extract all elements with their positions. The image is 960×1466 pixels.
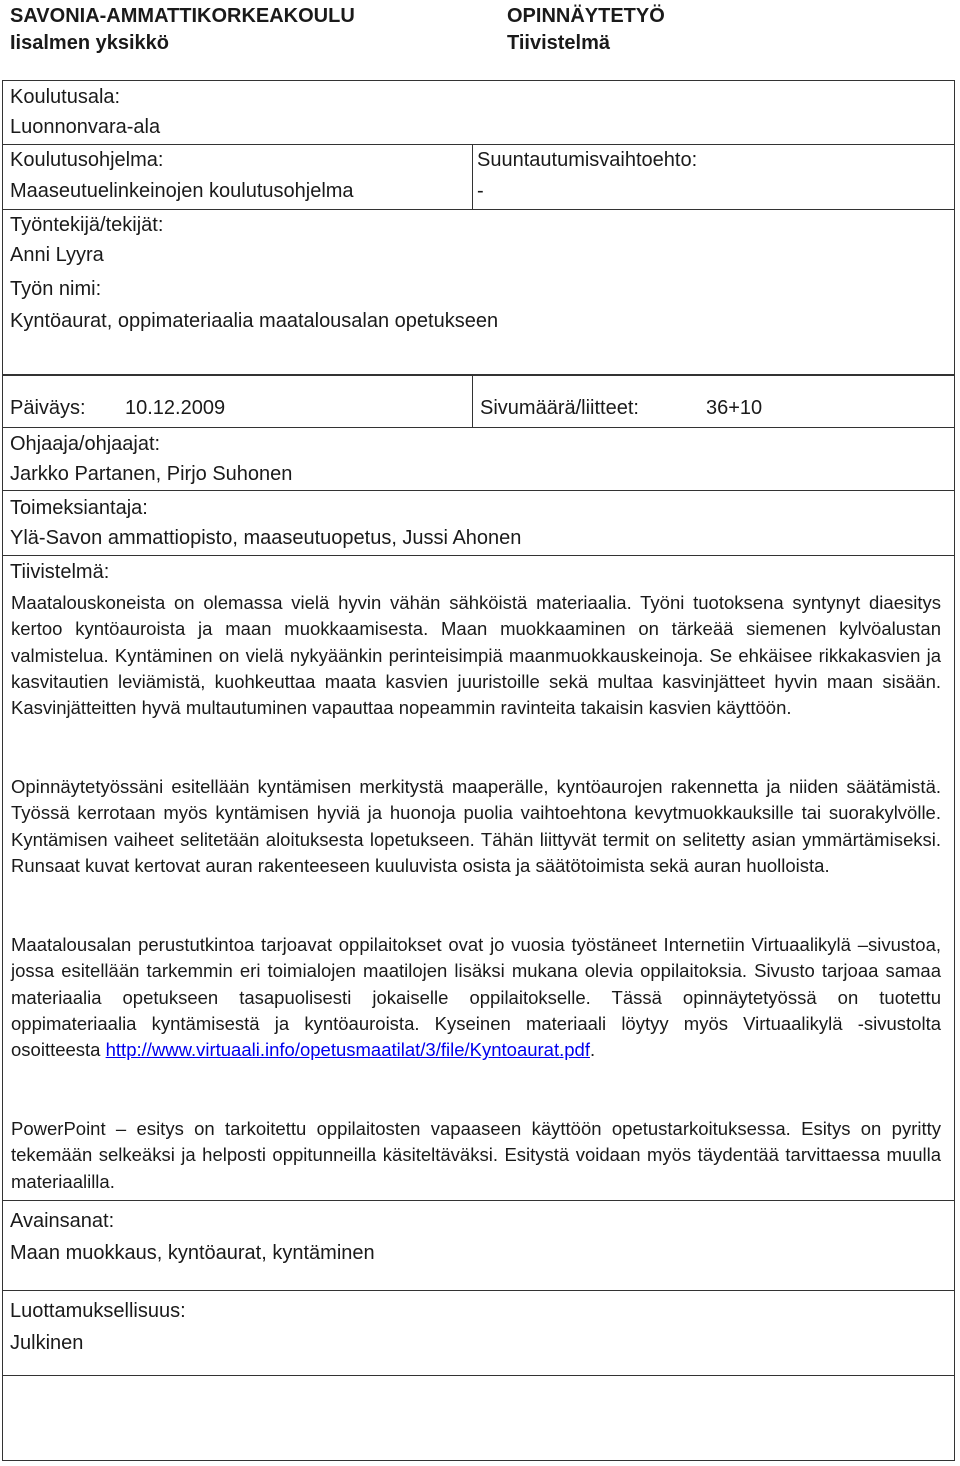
authors-label: Työntekijä/tekijät: — [10, 214, 164, 236]
school-name: SAVONIA-AMMATTIKORKEAKOULU — [10, 5, 355, 27]
abstract-paragraph-3-text: Maatalousalan perustutkintoa tarjoavat oppilaitokset ovat jo vuosia työstäneet Internetiin Virtuaalikylä –sivustoa, jossa esitellään tarkemmin eri toimialojen maatilojen lisäksi mukana olevia oppilaitoksia. Sivusto tarjoaa samaa materiaalia opetukseen tasapuolisesti jokaiselle oppilaitokselle. Tässä opinnäytetyössä on tuotettu oppimateriaalia kyntämisestä ja kyntöauroista. Kyseinen materiaali löytyy myös Virtuaalikylä -sivustolta osoitteesta — [11, 934, 941, 1061]
divider — [3, 490, 954, 491]
client-label: Toimeksiantaja: — [10, 497, 148, 519]
title-label: Työn nimi: — [10, 278, 102, 300]
confidentiality-label: Luottamuksellisuus: — [10, 1300, 186, 1322]
field-value: Luonnonvara-ala — [10, 116, 161, 138]
date-value: 10.12.2009 — [125, 397, 226, 419]
document-subtype: Tiivistelmä — [507, 32, 611, 54]
pages-value: 36+10 — [706, 397, 763, 419]
abstract-paragraph-1: Maatalouskoneista on olemassa vielä hyvin vähän sähköistä materiaalia. Työni tuotoksena syntynyt diaesitys kertoo kyntöauroista ja maan muokkaamisesta. Maan muokkaaminen on tärkeää siemenen kylvöalustan valmistelua. Kyntäminen on vielä nykyäänkin perinteisimpiä maanmuokkauskeinoja. Se ehkäisee rikkakasvien ja kasvitautien leviämistä, kuohkeuttaa maata kasvien juuristoille sekä multaa kasvinjätteet hyvin maan sisään. Kasvinjätteitten hyvä multautuminen vapauttaa nopeammin ravinteita takaisin kasvien käyttöön. — [11, 592, 941, 719]
divider — [472, 375, 473, 427]
divider — [3, 555, 954, 556]
program-value: Maaseutuelinkeinojen koulutusohjelma — [10, 180, 354, 202]
abstract-label: Tiivistelmä: — [10, 561, 110, 583]
study-info-table — [2, 80, 955, 375]
abstract-table — [2, 375, 955, 1461]
abstract-paragraph-4: PowerPoint – esitys on tarkoitettu oppilaitosten vapaaseen käyttöön opetustarkoituksessa. Esitys on pyritty tekemään selkeäksi ja helposti oppitunneilla käsiteltäväksi. Esitystä voidaan myös täydentää tarvittaessa muulla materiaalilla. — [11, 1118, 941, 1192]
abstract-paragraph-3 — [11, 932, 941, 1063]
client-value: Ylä-Savon ammattiopisto, maaseutuopetus, Jussi Ahonen — [10, 527, 522, 549]
virtuaali-link[interactable]: http://www.virtuaali.info/opetusmaatilat/3/file/Kyntoaurat.pdf — [105, 1039, 590, 1061]
divider — [472, 144, 473, 209]
keywords-label: Avainsanat: — [10, 1210, 115, 1232]
header-left — [10, 3, 355, 57]
pages-label: Sivumäärä/liitteet: — [480, 397, 639, 419]
orientation-value: - — [477, 180, 484, 202]
field-label: Koulutusala: — [10, 86, 121, 108]
orientation-label: Suuntautumisvaihtoehto: — [477, 149, 698, 171]
supervisors-value: Jarkko Partanen, Pirjo Suhonen — [10, 463, 293, 485]
authors-value: Anni Lyyra — [10, 244, 104, 266]
supervisors-label: Ohjaaja/ohjaajat: — [10, 433, 161, 455]
divider — [3, 375, 954, 376]
abstract-paragraph-3-end: . — [589, 1039, 596, 1061]
abstract-paragraph-2: Opinnäytetyössäni esitellään kyntämisen merkitystä maaperälle, kyntöaurojen rakennetta ja niiden säätämistä. Työssä kerrotaan myös kyntämisen hyviä ja huonoja puolia vaihtoehtona kevytmuokkauksille tai suorakylvölle. Kyntämisen vaiheet selitetään aloituksesta lopetukseen. Tähän liittyvät termit on selitetty asian ymmärtämiseksi. Runsaat kuvat kertovat auran rakenteeseen kuuluvista osista ja säätötoimista sekä auran huolloista. — [11, 776, 941, 876]
divider — [3, 1200, 954, 1201]
program-label: Koulutusohjelma: — [10, 149, 164, 171]
keywords-value: Maan muokkaus, kyntöaurat, kyntäminen — [10, 1242, 375, 1264]
header-right — [507, 3, 665, 57]
unit-name: Iisalmen yksikkö — [10, 32, 169, 54]
divider — [3, 1290, 954, 1291]
thesis-title: Kyntöaurat, oppimateriaalia maatalousalan opetukseen — [10, 310, 499, 332]
divider — [3, 1375, 954, 1376]
document-type: OPINNÄYTETYÖ — [507, 5, 665, 27]
confidentiality-value: Julkinen — [10, 1332, 84, 1354]
date-label: Päiväys: — [10, 397, 86, 419]
